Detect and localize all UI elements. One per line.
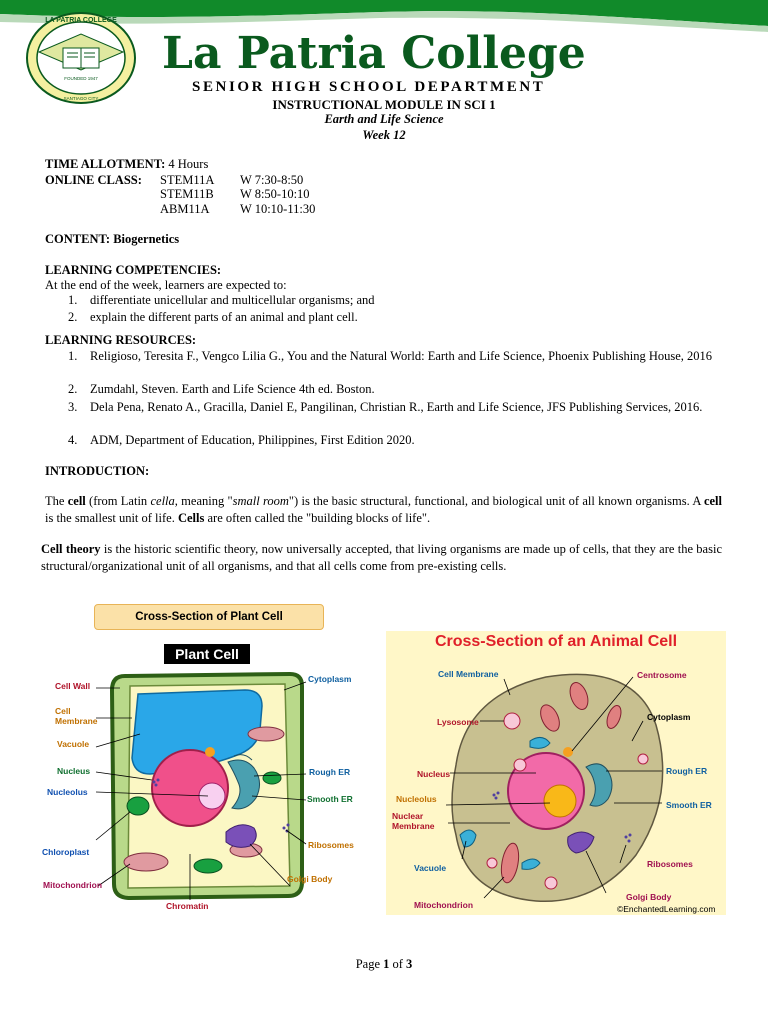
class-time: W 7:30-8:50 [240, 173, 304, 187]
plant-label: Cell [55, 706, 71, 716]
plant-label: Golgi Body [287, 874, 333, 884]
intro-paragraph: The cell (from Latin cella, meaning "small room") is the basic structural, functional, and biological unit of all known organisms. A cell is the smallest unit of life. Cells are often called the "building blocks of life". [45, 494, 722, 525]
animal-label: Lysosome [437, 717, 479, 727]
class-time: W 10:10-11:30 [240, 202, 316, 216]
college-seal-logo [25, 12, 137, 104]
plant-label: Chromatin [166, 901, 209, 911]
plant-cell-banner: Cross-Section of Plant Cell [94, 604, 324, 630]
resource-item: Dela Pena, Renato A., Gracilla, Daniel E, Pangilinan, Christian R., Earth and Life Science, JFS Publishing Services, 2016. [90, 400, 703, 414]
animal-label: Nucleus [417, 769, 451, 779]
competencies-intro: At the end of the week, learners are expected to: [45, 278, 287, 292]
subject-title: Earth and Life Science [324, 112, 444, 126]
plant-label: Smooth ER [307, 794, 353, 804]
plant-label: Cell Wall [55, 681, 91, 691]
online-class-label: ONLINE CLASS: [45, 173, 142, 187]
plant-label: Mitochondrion [43, 880, 103, 890]
resource-item: ADM, Department of Education, Philippines, First Edition 2020. [90, 433, 415, 447]
resource-item: Zumdahl, Steven. Earth and Life Science 4th ed. Boston. [90, 382, 375, 396]
plant-label: Rough ER [309, 767, 351, 777]
animal-label: Ribosomes [647, 859, 693, 869]
animal-label: Mitochondrion [414, 900, 474, 910]
animal-label: Rough ER [666, 766, 708, 776]
content-line: CONTENT: Biogernetics [45, 232, 180, 246]
svg-text:FOUNDED 1947: FOUNDED 1947 [64, 76, 98, 81]
plant-label: Nucleus [57, 766, 91, 776]
class-section: STEM11A [160, 173, 215, 187]
cell-theory-paragraph: Cell theory is the historic scientific theory, now universally accepted, that living organisms are made up of cells, that they are the basic structural/organizational unit of all organisms, and that all cells come from pre-existing cells. [41, 542, 722, 573]
plant-label: Cytoplasm [308, 674, 352, 684]
animal-cell-diagram [386, 655, 726, 913]
department-title: SENIOR HIGH SCHOOL DEPARTMENT [192, 79, 546, 95]
class-time: W 8:50-10:10 [240, 187, 310, 201]
list-number: 2. [68, 382, 78, 396]
animal-label: Nuclear [392, 811, 424, 821]
competencies-heading: LEARNING COMPETENCIES: [45, 263, 222, 277]
time-allotment: TIME ALLOTMENT: 4 Hours [45, 157, 209, 171]
resources-heading: LEARNING RESOURCES: [45, 333, 197, 347]
svg-text:SANTIAGO CITY: SANTIAGO CITY [63, 96, 99, 101]
plant-label: Vacuole [57, 739, 90, 749]
page-number: Page 1 of 3 [355, 957, 413, 971]
list-number: 1. [68, 349, 78, 363]
college-name: La Patria College [162, 28, 586, 79]
plant-cell-title: Plant Cell [164, 644, 250, 664]
animal-label: Membrane [392, 821, 435, 831]
svg-text:LA PATRIA COLLEGE: LA PATRIA COLLEGE [45, 17, 117, 24]
animal-label: Nucleolus [396, 794, 437, 804]
class-section: ABM11A [160, 202, 210, 216]
plant-label: Ribosomes [308, 840, 354, 850]
list-number: 2. [68, 310, 78, 324]
plant-label: Nucleolus [47, 787, 88, 797]
plant-label: Membrane [55, 716, 98, 726]
list-number: 1. [68, 293, 78, 307]
competency-item: explain the different parts of an animal and plant cell. [90, 310, 358, 324]
animal-label: Cytoplasm [647, 712, 691, 722]
image-credit: ©EnchantedLearning.com [617, 904, 716, 914]
week-title: Week 12 [362, 128, 406, 142]
animal-cell-title: Cross-Section of an Animal Cell [434, 633, 678, 650]
animal-label: Golgi Body [626, 892, 672, 902]
resource-item: Religioso, Teresita F., Vengco Lilia G., You and the Natural World: Earth and Life Science, Phoenix Publishing House, 2016 [90, 349, 713, 363]
animal-label: Vacuole [414, 863, 447, 873]
animal-label: Cell Membrane [438, 669, 499, 679]
competency-item: differentiate unicellular and multicellular organisms; and [90, 293, 375, 307]
introduction-heading: INTRODUCTION: [45, 464, 150, 478]
animal-label: Smooth ER [666, 800, 712, 810]
animal-label: Centrosome [637, 670, 687, 680]
list-number: 4. [68, 433, 78, 447]
module-title: INSTRUCTIONAL MODULE IN SCI 1 [272, 97, 496, 112]
class-section: STEM11B [160, 187, 214, 201]
list-number: 3. [68, 400, 78, 414]
plant-label: Chloroplast [42, 847, 90, 857]
